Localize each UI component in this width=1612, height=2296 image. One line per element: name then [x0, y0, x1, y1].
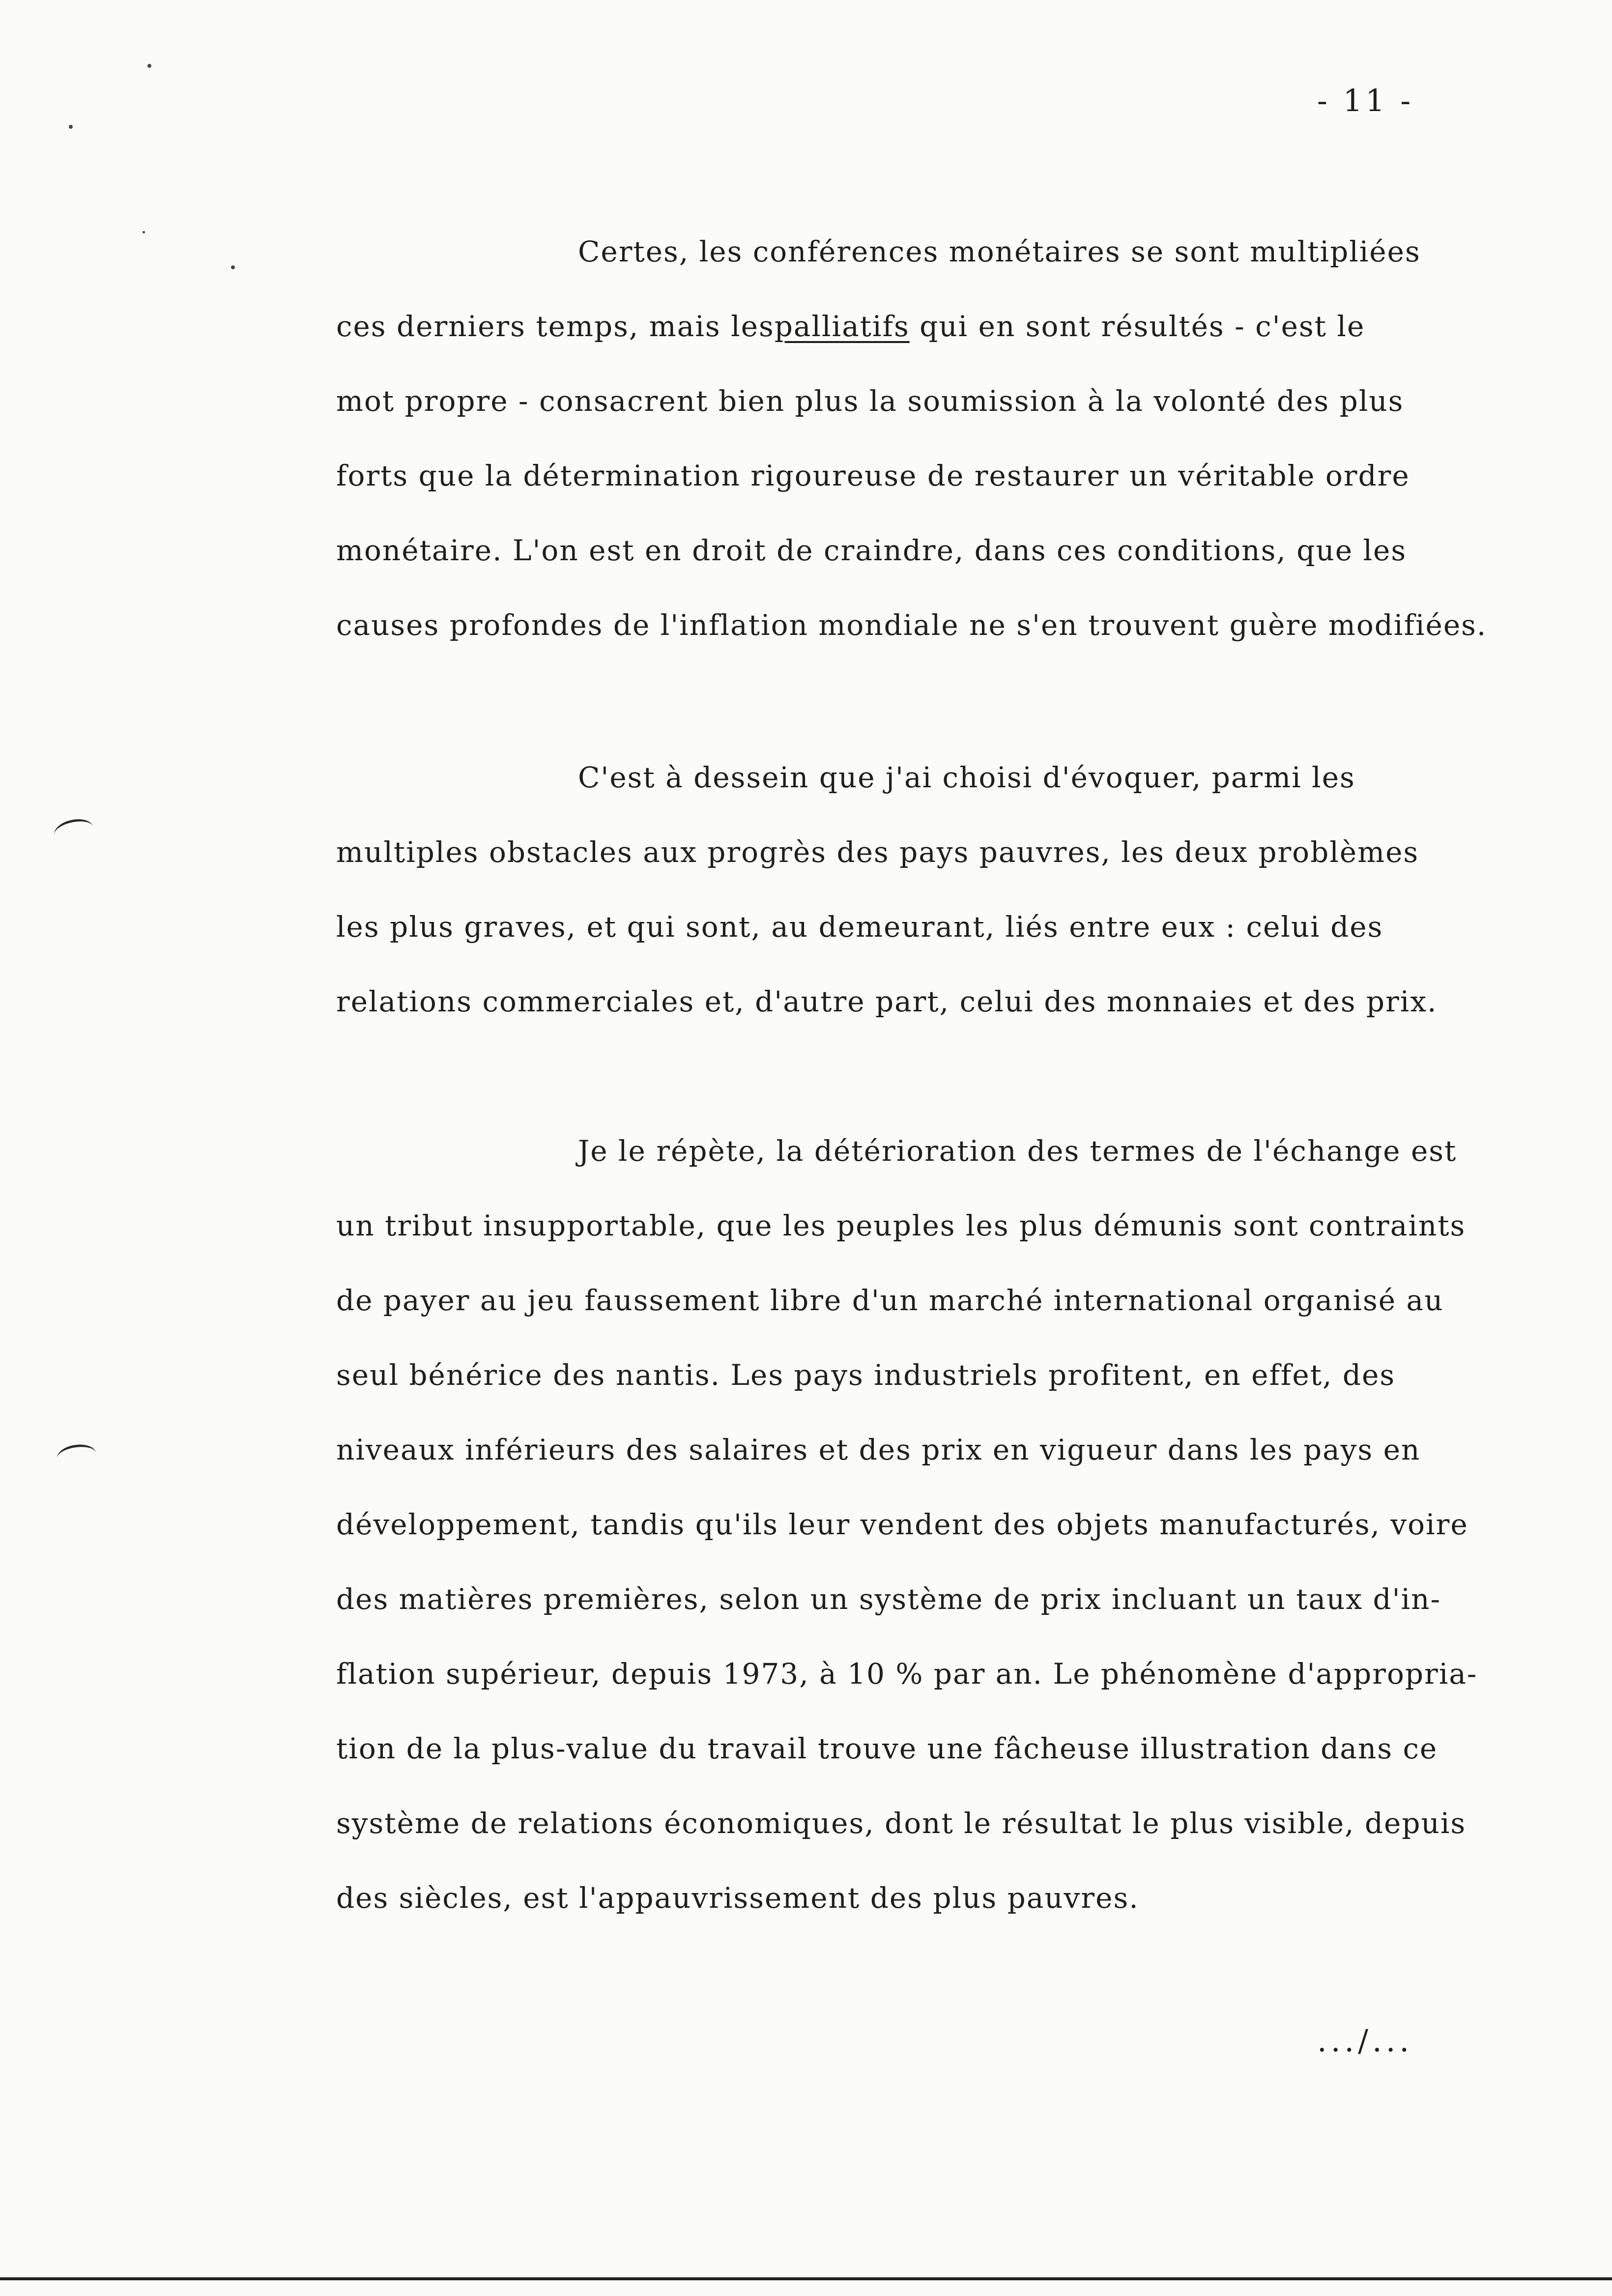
paragraph-3-line-1: Je le répète, la détérioration des termes de l'échange est	[578, 1134, 1457, 1168]
paragraph-1-line-2-end: qui en sont résultés - c'est le	[909, 310, 1365, 343]
paragraph-1-line-3: mot propre - consacrent bien plus la soumission à la volonté des plus	[336, 384, 1404, 418]
scan-speck	[69, 125, 73, 129]
paragraph-3-line-9: tion de la plus-value du travail trouve une fâcheuse illustration dans ce	[336, 1732, 1438, 1765]
paragraph-3-line-2: un tribut insupportable, que les peuples les plus démunis sont contraints	[336, 1209, 1466, 1242]
scan-speck	[147, 64, 151, 68]
paragraph-2-line-2: multiples obstacles aux progrès des pays pauvres, les deux problèmes	[336, 835, 1419, 869]
paragraph-1-line-6: causes profondes de l'inflation mondiale ne s'en trouvent guère modifiées.	[336, 608, 1487, 642]
paragraph-2-line-4: relations commerciales et, d'autre part, celui des monnaies et des prix.	[336, 985, 1438, 1018]
paragraph-1-line-5: monétaire. L'on est en droit de craindre, dans ces conditions, que les	[336, 534, 1407, 567]
paragraph-1-line-4: forts que la détermination rigoureuse de restaurer un véritable ordre	[336, 459, 1410, 492]
paragraph-3-line-10: système de relations économiques, dont le résultat le plus visible, depuis	[336, 1807, 1467, 1840]
paragraph-1-line-2-start: ces derniers temps, mais les	[336, 310, 775, 343]
punch-hole-mark-upper	[52, 816, 95, 846]
paragraph-3-line-8: flation supérieur, depuis 1973, à 10 % par an. Le phénomène d'appropria-	[336, 1657, 1478, 1691]
paragraph-3-line-3: de payer au jeu faussement libre d'un marché international organisé au	[336, 1284, 1444, 1317]
scan-edge-line	[0, 2277, 1612, 2280]
punch-hole-mark-lower	[56, 1442, 97, 1470]
scan-speck	[143, 231, 145, 233]
paragraph-2-line-3: les plus graves, et qui sont, au demeurant, liés entre eux : celui des	[336, 910, 1383, 944]
paragraph-3-line-5: niveaux inférieurs des salaires et des prix en vigueur dans les pays en	[336, 1433, 1421, 1466]
paragraph-1-line-2	[336, 310, 1365, 343]
paragraph-1-line-1: Certes, les conférences monétaires se sont multipliées	[578, 235, 1421, 268]
paragraph-3-line-7: des matières premières, selon un système de prix incluant un taux d'in-	[336, 1582, 1441, 1616]
underlined-word-palliatifs: palliatifs	[774, 310, 910, 343]
paragraph-3-line-6: développement, tandis qu'ils leur vendent des objets manufacturés, voire	[336, 1508, 1468, 1541]
paragraph-3-line-11: des siècles, est l'appauvrissement des plus pauvres.	[336, 1881, 1139, 1915]
continuation-mark: .../...	[1317, 2023, 1413, 2059]
scan-speck	[231, 265, 235, 269]
page-number: - 11 -	[1317, 83, 1414, 118]
paragraph-2-line-1: C'est à dessein que j'ai choisi d'évoquer, parmi les	[578, 761, 1355, 794]
paragraph-3-line-4: seul bénérice des nantis. Les pays industriels profitent, en effet, des	[336, 1358, 1396, 1392]
